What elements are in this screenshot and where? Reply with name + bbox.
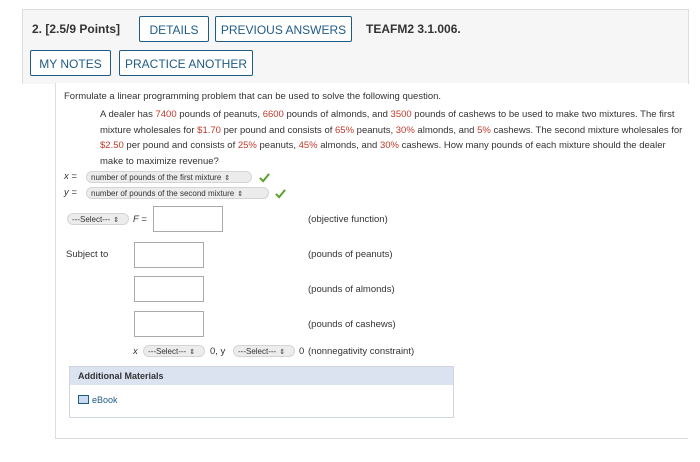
- nonneg-mid: 0, y: [210, 346, 226, 357]
- peanuts-note: (pounds of peanuts): [308, 249, 393, 260]
- objective-type-select[interactable]: ---Select--- ⇕: [67, 213, 129, 225]
- select-arrow-icon: ⇕: [237, 191, 244, 198]
- additional-materials-title: Additional Materials: [70, 367, 453, 385]
- peanuts-constraint-input[interactable]: [134, 242, 204, 268]
- question-points: [2.5/9 Points]: [45, 22, 121, 36]
- question-title: [32, 22, 120, 36]
- nonneg-zero: 0: [299, 346, 305, 357]
- subject-to-label: Subject to: [66, 249, 109, 260]
- select-arrow-icon: ⇕: [279, 349, 286, 356]
- almonds-constraint-input[interactable]: [134, 276, 204, 302]
- prompt-text: Formulate a linear programming problem that can be used to solve the following question.: [64, 91, 442, 102]
- peanut-amount: 7400: [155, 109, 177, 120]
- my-notes-button[interactable]: MY NOTES: [30, 50, 111, 76]
- nonneg-note: (nonnegativity constraint): [308, 346, 415, 357]
- question-code: TEAFM2 3.1.006.: [366, 22, 461, 36]
- y-inequality-select[interactable]: ---Select--- ⇕: [233, 345, 295, 357]
- practice-another-button[interactable]: PRACTICE ANOTHER: [119, 50, 253, 76]
- x-inequality-select[interactable]: ---Select--- ⇕: [143, 345, 205, 357]
- cashew-amount: 3500: [390, 109, 412, 120]
- question-number: 2.: [32, 22, 43, 36]
- y-label: y =: [64, 187, 77, 198]
- check-icon: [275, 188, 286, 199]
- objective-input[interactable]: [153, 206, 223, 232]
- additional-materials: [69, 366, 454, 418]
- problem-text: A dealer has 7400 pounds of peanuts, 6600 pounds of almonds, and 3500 pounds of cashews to be used to make two mixtures. The first mixture wholesales for $1.70 per pound and consists of 65% peanuts, 30% almonds, and 5% cashews. The second mixture wholesales for $2.50 per pound and consists of 25% peanuts, 45% almonds, and 30% cashews. How many pounds of each mixture should the dealer make to maximize revenue?: [100, 109, 683, 167]
- f-label: F =: [133, 214, 147, 225]
- y-definition-select[interactable]: number of pounds of the second mixture ⇕: [86, 187, 269, 199]
- objective-note: (objective function): [308, 214, 388, 225]
- x-definition-select[interactable]: number of pounds of the first mixture ⇕: [86, 171, 252, 183]
- ebook-icon: [78, 395, 89, 404]
- check-icon: [259, 172, 270, 183]
- nonneg-x-label: x: [133, 346, 138, 357]
- cashews-note: (pounds of cashews): [308, 319, 396, 330]
- mix1-price: $1.70: [197, 124, 221, 136]
- select-arrow-icon: ⇕: [113, 217, 120, 224]
- select-arrow-icon: ⇕: [189, 349, 196, 356]
- ebook-link[interactable]: eBook: [78, 395, 118, 405]
- previous-answers-button[interactable]: PREVIOUS ANSWERS: [215, 16, 352, 42]
- details-button[interactable]: DETAILS: [139, 16, 209, 42]
- almonds-note: (pounds of almonds): [308, 284, 395, 295]
- cashews-constraint-input[interactable]: [134, 311, 204, 337]
- x-label: x =: [64, 171, 77, 182]
- almond-amount: 6600: [262, 109, 284, 120]
- select-arrow-icon: ⇕: [224, 175, 231, 182]
- mix2-price: $2.50: [100, 140, 124, 151]
